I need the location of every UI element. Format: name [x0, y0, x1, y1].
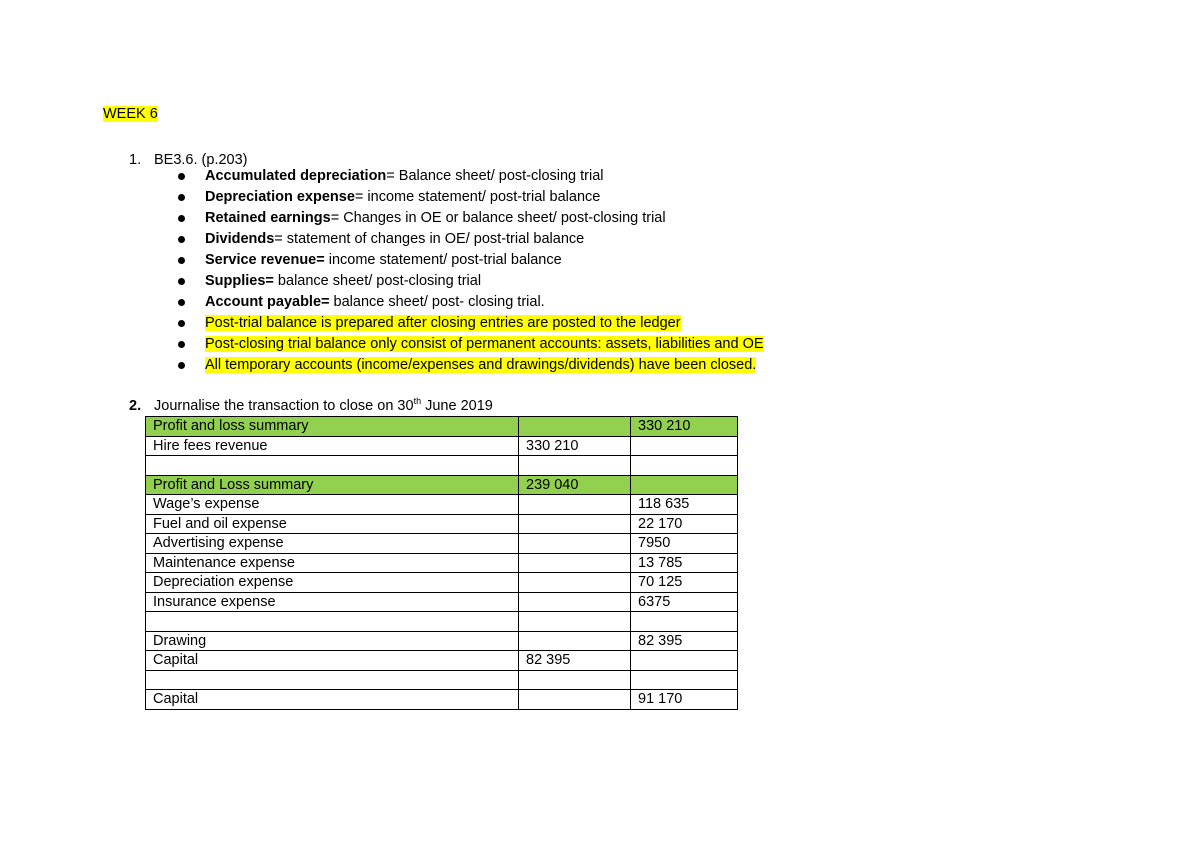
bullet-term: Depreciation expense — [205, 189, 355, 205]
bullet-term: Retained earnings — [205, 210, 331, 226]
bullet-text — [205, 336, 764, 352]
account-cell — [146, 612, 519, 632]
table-row — [146, 612, 738, 632]
bullet-dot-icon — [178, 173, 185, 180]
question-2-superscript: th — [413, 396, 422, 406]
table-row — [146, 592, 738, 612]
table-row — [146, 495, 738, 515]
account-cell: Depreciation expense — [146, 573, 519, 593]
bullet-list — [178, 166, 764, 376]
bullet-description: All temporary accounts (income/expenses and drawings/dividends) have been closed. — [205, 357, 757, 373]
bullet-item — [178, 271, 764, 292]
debit-cell — [519, 670, 631, 690]
bullet-item — [178, 187, 764, 208]
table-row — [146, 553, 738, 573]
debit-cell — [519, 514, 631, 534]
bullet-dot-icon — [178, 236, 185, 243]
table-row — [146, 514, 738, 534]
journal-table-body — [146, 417, 738, 710]
bullet-dot-icon — [178, 215, 185, 222]
account-cell: Drawing — [146, 631, 519, 651]
bullet-dot-icon — [178, 320, 185, 327]
table-row — [146, 417, 738, 437]
credit-cell: 7950 — [631, 534, 738, 554]
debit-cell: 82 395 — [519, 651, 631, 671]
account-cell: Advertising expense — [146, 534, 519, 554]
bullet-description: balance sheet/ post- closing trial. — [329, 294, 545, 310]
question-2-text-before: Journalise the transaction to close on 30 — [154, 398, 414, 414]
bullet-item — [178, 334, 764, 355]
debit-cell — [519, 690, 631, 710]
bullet-item — [178, 166, 764, 187]
debit-cell — [519, 612, 631, 632]
bullet-text — [205, 294, 545, 310]
credit-cell — [631, 436, 738, 456]
debit-cell — [519, 534, 631, 554]
bullet-term: Service revenue= — [205, 252, 325, 268]
debit-cell: 239 040 — [519, 475, 631, 495]
bullet-item — [178, 292, 764, 313]
bullet-item — [178, 250, 764, 271]
table-row — [146, 475, 738, 495]
bullet-description: balance sheet/ post-closing trial — [273, 273, 482, 289]
debit-cell — [519, 592, 631, 612]
page-title — [103, 104, 158, 124]
bullet-description: = Balance sheet/ post-closing trial — [386, 168, 604, 184]
bullet-item — [178, 313, 764, 334]
credit-cell: 22 170 — [631, 514, 738, 534]
question-2-number: 2. — [129, 398, 142, 414]
question-1-text: BE3.6. (p.203) — [154, 152, 248, 168]
bullet-text — [205, 273, 481, 289]
bullet-text — [205, 357, 756, 373]
account-cell: Capital — [146, 651, 519, 671]
credit-cell: 82 395 — [631, 631, 738, 651]
bullet-description: Post-closing trial balance only consist of permanent accounts: assets, liabilities and OE — [205, 336, 764, 352]
credit-cell: 91 170 — [631, 690, 738, 710]
credit-cell: 6375 — [631, 592, 738, 612]
bullet-item — [178, 208, 764, 229]
table-row — [146, 670, 738, 690]
debit-cell — [519, 495, 631, 515]
bullet-text — [205, 210, 666, 226]
account-cell: Maintenance expense — [146, 553, 519, 573]
bullet-text — [205, 189, 600, 205]
bullet-description: = income statement/ post-trial balance — [354, 189, 601, 205]
table-row — [146, 534, 738, 554]
bullet-dot-icon — [178, 194, 185, 201]
account-cell — [146, 456, 519, 476]
bullet-item — [178, 355, 764, 376]
account-cell: Profit and loss summary — [146, 417, 519, 437]
account-cell: Wage’s expense — [146, 495, 519, 515]
bullet-description: = Changes in OE or balance sheet/ post-closing trial — [330, 210, 666, 226]
bullet-term: Account payable= — [205, 294, 330, 310]
table-row — [146, 436, 738, 456]
table-row — [146, 690, 738, 710]
credit-cell: 13 785 — [631, 553, 738, 573]
bullet-item — [178, 229, 764, 250]
debit-cell — [519, 631, 631, 651]
credit-cell — [631, 651, 738, 671]
question-2-text-after: June 2019 — [421, 398, 493, 414]
bullet-dot-icon — [178, 362, 185, 369]
table-row — [146, 456, 738, 476]
credit-cell — [631, 670, 738, 690]
account-cell — [146, 670, 519, 690]
debit-cell: 330 210 — [519, 436, 631, 456]
bullet-text — [205, 252, 562, 268]
debit-cell — [519, 553, 631, 573]
bullet-text — [205, 168, 604, 184]
account-cell: Profit and Loss summary — [146, 475, 519, 495]
bullet-term: Dividends — [205, 231, 275, 247]
credit-cell: 70 125 — [631, 573, 738, 593]
bullet-dot-icon — [178, 299, 185, 306]
table-row — [146, 573, 738, 593]
bullet-term: Supplies= — [205, 273, 274, 289]
bullet-description: income statement/ post-trial balance — [324, 252, 562, 268]
credit-cell — [631, 456, 738, 476]
bullet-dot-icon — [178, 278, 185, 285]
bullet-text — [205, 315, 681, 331]
debit-cell — [519, 573, 631, 593]
bullet-text — [205, 231, 584, 247]
account-cell: Fuel and oil expense — [146, 514, 519, 534]
account-cell: Insurance expense — [146, 592, 519, 612]
journal-table — [145, 416, 738, 710]
debit-cell — [519, 456, 631, 476]
account-cell: Capital — [146, 690, 519, 710]
table-row — [146, 631, 738, 651]
credit-cell: 118 635 — [631, 495, 738, 515]
question-1-number: 1. — [129, 152, 142, 168]
bullet-dot-icon — [178, 257, 185, 264]
credit-cell: 330 210 — [631, 417, 738, 437]
bullet-description: = statement of changes in OE/ post-trial balance — [274, 231, 585, 247]
question-2-text — [154, 396, 493, 416]
credit-cell — [631, 475, 738, 495]
bullet-term: Accumulated depreciation — [205, 168, 387, 184]
bullet-description: Post-trial balance is prepared after closing entries are posted to the ledger — [205, 315, 681, 331]
table-row — [146, 651, 738, 671]
bullet-dot-icon — [178, 341, 185, 348]
week-heading: WEEK 6 — [103, 106, 158, 122]
credit-cell — [631, 612, 738, 632]
debit-cell — [519, 417, 631, 437]
account-cell: Hire fees revenue — [146, 436, 519, 456]
